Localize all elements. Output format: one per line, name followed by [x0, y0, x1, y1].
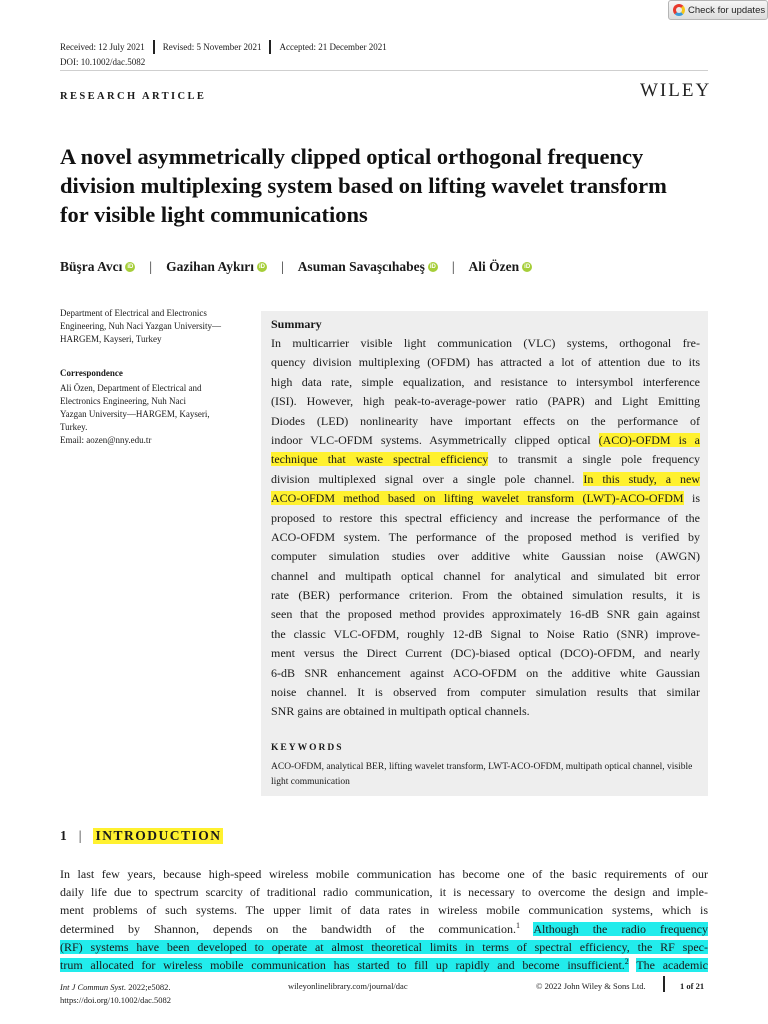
summary-line: SNR gains are obtained in multipath optical channels.: [271, 704, 530, 719]
highlight-yellow: (ACO)-OFDM is a: [598, 432, 700, 447]
citation-ref[interactable]: 2: [624, 956, 629, 966]
summary-heading: Summary: [271, 317, 322, 331]
summary-line: seen that the proposed method provides approximately 16-dB SNR gain against: [271, 607, 700, 622]
check-for-updates-label: Check for updates: [688, 4, 766, 16]
highlight-cyan: (RF) systems have been developed to operate at almost theoretical limits in terms of spectral efficiency, the RF spec-: [60, 939, 708, 954]
summary-line: [271, 489, 700, 508]
date-divider: [153, 40, 155, 54]
correspondence-email[interactable]: Email: aozen@nny.edu.tr: [60, 435, 152, 445]
author-separator: |: [280, 259, 284, 274]
summary-text: [271, 334, 700, 722]
copyright: © 2022 John Wiley & Sons Ltd.: [536, 981, 646, 991]
correspondence-line: Electronics Engineering, Nuh Naci: [60, 396, 186, 406]
citation-info: 2022;e5082.: [126, 982, 171, 992]
publisher-logo: WILEY: [640, 80, 712, 101]
highlight-yellow: ACO-OFDM method based on lifting wavelet transform (LWT)-ACO-OFDM: [271, 491, 684, 506]
author-list: [60, 259, 532, 275]
author-name[interactable]: Ali Özen: [468, 259, 520, 274]
summary-line: ACO-OFDM system. The performance of the proposed method is verified by: [271, 529, 700, 544]
summary-line: In multicarrier visible light communication (VLC) systems, orthogonal fre-: [271, 336, 700, 350]
section-heading: [60, 828, 223, 844]
correspondence: [60, 382, 250, 447]
summary-line: [271, 450, 700, 469]
journal-site-link[interactable]: wileyonlinelibrary.com/journal/dac: [288, 981, 408, 991]
section-number: 1: [60, 828, 67, 843]
orcid-icon[interactable]: iD: [524, 264, 531, 270]
summary-line: proposed to restore this spectral efficiency and increase the performance of the: [271, 510, 700, 525]
citation-ref[interactable]: 1: [516, 920, 520, 930]
highlight-cyan: Although the radio frequency: [533, 921, 709, 936]
highlight-yellow: In this study, a new: [583, 471, 700, 486]
summary-fragment: division multiplexed signal over a single pole channel.: [271, 471, 584, 486]
section-title: INTRODUCTION: [95, 828, 222, 843]
correspondence-line: Ali Özen, Department of Electrical and: [60, 383, 202, 393]
article-type: RESEARCH ARTICLE: [60, 91, 207, 102]
intro-line: In last few years, because high-speed wireless mobile communication has become one of the basic requirements of our: [60, 867, 708, 881]
summary-fragment: indoor VLC-OFDM systems. Asymmetrically clipped optical: [271, 432, 599, 447]
summary-line: computer simulation studies over additive white Gaussian noise (AWGN): [271, 549, 700, 564]
intro-paragraph: [60, 865, 708, 974]
footer-citation: [60, 981, 171, 1007]
article-dates: [60, 40, 387, 54]
author-separator: |: [451, 259, 455, 274]
page-number: 1 of 21: [680, 981, 705, 991]
summary-line: high data rate, simple equalization, and resistance to intersymbol interference: [271, 374, 700, 389]
journal-name: Int J Commun Syst.: [60, 982, 127, 992]
summary-line: rate (BER) performance criterion. From the obtained simulation results, it is: [271, 588, 700, 603]
author-name[interactable]: Gazihan Aykırı: [166, 259, 254, 274]
summary-line: 6-dB SNR enhancement against ACO-OFDM on the additive white Gaussian: [271, 665, 700, 680]
orcid-icon[interactable]: iD: [127, 264, 134, 270]
author-separator: |: [149, 259, 153, 274]
summary-line: [271, 431, 700, 450]
check-for-updates-button[interactable]: [668, 0, 768, 20]
intro-fragment: determined by Shannon, depends on the bandwidth of the communication.: [60, 921, 516, 936]
orcid-icon[interactable]: iD: [258, 264, 265, 270]
summary-line: Diodes (LED) nonlinearity have important effects on the performance of: [271, 413, 700, 428]
summary-line: the classic VLC-OFDM, roughly 12-dB Signal to Noise Ratio (SNR) improve-: [271, 626, 700, 641]
section-separator: |: [78, 828, 82, 843]
highlight-yellow: technique that waste spectral efficiency: [271, 452, 489, 467]
revised-date: Revised: 5 November 2021: [162, 42, 262, 52]
keywords-text: ACO-OFDM, analytical BER, lifting wavelet transform, LWT-ACO-OFDM, multipath optical channel, visible light communication: [271, 762, 693, 787]
highlight-cyan: The academic: [636, 957, 708, 972]
keywords-heading: KEYWORDS: [271, 743, 344, 753]
summary-line: quency division multiplexing (OFDM) has attracted a lot of attention due to its: [271, 355, 700, 370]
date-divider: [269, 40, 271, 54]
doi[interactable]: DOI: 10.1002/dac.5082: [60, 57, 146, 67]
crossmark-icon: [673, 4, 685, 16]
author-name[interactable]: Asuman Savaşcıhabeş: [297, 259, 425, 274]
intro-line: daily life due to spectrum scarcity of traditional radio communication, it is necessary to overcome the design and imple-: [60, 885, 708, 900]
footer-divider: [663, 976, 665, 992]
intro-line: [60, 938, 708, 956]
correspondence-line: Yazgan University—HARGEM, Kayseri,: [60, 409, 210, 419]
accepted-date: Accepted: 21 December 2021: [279, 42, 387, 52]
intro-line: [60, 956, 708, 974]
summary-line: noise channel. It is observed from computer simulation results that similar: [271, 685, 700, 700]
received-date: Received: 12 July 2021: [60, 42, 145, 52]
orcid-icon[interactable]: iD: [429, 264, 436, 270]
summary-fragment: to transmit a single pole frequency: [488, 452, 700, 467]
summary-line: (ISI). However, high peak-to-average-power ratio (PAPR) and Light Emitting: [271, 394, 700, 409]
intro-line: ment problems of such systems. The upper limit of data rates in wireless mobile communication systems, which is: [60, 903, 708, 918]
paper-title: A novel asymmetrically clipped optical orthogonal frequency division multiplexing system based on lifting wavelet transform for visible light communications: [60, 144, 667, 227]
summary-line: channel and multipath optical channel for analytical and simulated bit error: [271, 568, 700, 583]
summary-fragment: is: [683, 491, 700, 506]
footer-doi-link[interactable]: https://doi.org/10.1002/dac.5082: [60, 995, 172, 1005]
correspondence-heading: Correspondence: [60, 368, 123, 378]
intro-fragment: trum allocated for wireless mobile communication has started to fill up rapidly and become insufficient.: [60, 957, 625, 972]
author-name[interactable]: Büşra Avcı: [60, 259, 123, 274]
summary-line: [271, 470, 700, 489]
highlight-cyan: [60, 958, 629, 972]
intro-line: [60, 920, 708, 938]
affiliation: Department of Electrical and Electronics Engineering, Nuh Naci Yazgan University—HARGEM, Kayseri, Turkey: [60, 308, 221, 344]
header-rule: [60, 70, 708, 71]
correspondence-line: Turkey.: [60, 422, 88, 432]
summary-line: ment versus the Direct Current (DC)-biased optical (DCO)-OFDM, and nearly: [271, 646, 700, 661]
